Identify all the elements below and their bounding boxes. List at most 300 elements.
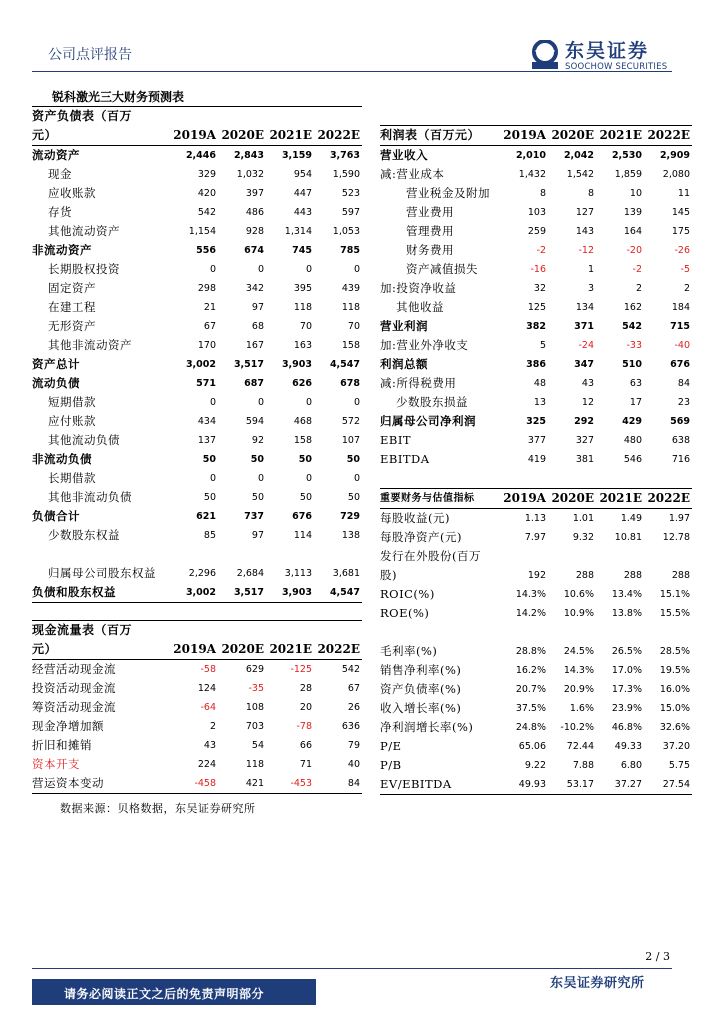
row-label: 存货 [48,205,72,219]
row-value: 0 [257,397,264,408]
spacer-cell [32,545,170,564]
year-header: 2022E [314,126,362,146]
logo-chinese-name: 东吴证券 [565,40,650,62]
row-value: 571 [196,378,216,389]
row-value: 8 [539,187,546,199]
row-label: 营业收入 [380,147,428,162]
row-value: 85 [203,530,216,541]
table-row [32,736,362,755]
row-value: 50 [251,492,264,503]
row-value: 139 [623,206,642,218]
row-value: 0 [305,473,312,484]
row-value: 0 [353,473,360,484]
spacer-cell [218,545,266,564]
row-value: 0 [209,473,216,484]
row-value: 2,843 [233,150,264,161]
row-value: 13.4% [611,589,642,600]
row-value: -20 [626,244,642,256]
row-value: 16.0% [659,684,690,695]
row-value: 2,296 [188,568,216,579]
row-label: 财务费用 [406,242,454,257]
row-value: 556 [196,245,216,256]
table-row [380,165,692,184]
row-value: 63 [629,377,642,389]
row-value: 2 [209,721,216,732]
row-value: 175 [671,225,690,237]
spacer-cell [644,623,692,642]
table-row [380,203,692,222]
header-spacer [266,107,314,127]
row-value: 66 [299,740,312,751]
row-label: 每股收益(元) [380,511,450,525]
row-value: 37.5% [515,703,546,714]
row-value: 429 [622,415,642,427]
table-title: 元） [32,126,170,146]
row-value: 23 [677,396,690,408]
row-label: 资产总计 [32,357,80,371]
table-row [380,642,692,661]
row-value: 1,032 [236,169,264,180]
table-title: 利润表（百万元） [380,125,500,145]
year-header: 2020E [218,126,266,146]
table-row [32,336,362,355]
row-value: 386 [526,358,546,370]
row-value: 4,547 [329,359,360,370]
row-value: 6.80 [620,760,642,771]
row-value: 2,080 [662,168,690,180]
row-value: 17 [629,396,642,408]
row-value: 127 [575,206,594,218]
spacer-cell [596,623,644,642]
table-row [380,374,692,393]
table-title: 重要财务与估值指标 [380,489,500,509]
row-value: 434 [197,416,216,427]
row-label: 资产负债率(%) [380,682,462,696]
row-value: 7.97 [524,532,546,543]
data-source-note: 数据来源：贝格数据，东吴证券研究所 [60,802,256,815]
row-value: 162 [623,301,642,313]
row-value: 67 [347,683,360,694]
row-value: 17.0% [611,665,642,676]
row-label: 利润总额 [380,356,428,371]
row-label: 其他流动负债 [48,433,120,447]
table-title: 资产负债表（百万 [32,107,170,127]
row-value: 1,859 [614,168,642,180]
table-row [32,469,362,488]
table-row [380,260,692,279]
row-label: 长期股权投资 [48,262,120,276]
row-value: -458 [170,774,218,794]
year-header: 2021E [266,640,314,660]
row-label: 管理费用 [406,223,454,238]
row-value: 50 [298,454,312,465]
table-row [380,661,692,680]
row-value: 49.33 [614,741,642,752]
row-label: 现金 [48,167,72,181]
table-row [32,755,362,774]
row-label: 股) [380,568,397,582]
row-value: 125 [527,301,546,313]
row-value: 9.22 [524,760,546,771]
row-value: 687 [244,378,264,389]
header-divider [32,71,672,72]
row-value: 0 [257,473,264,484]
row-value [548,547,596,566]
row-value: 377 [527,434,546,446]
row-value: 10.81 [614,532,642,543]
row-label: 营业利润 [380,318,428,333]
row-value: 32.6% [659,722,690,733]
table-row [380,450,692,469]
spacer-cell [548,106,596,125]
row-label: 投资活动现金流 [32,681,116,695]
row-value: 0 [353,264,360,275]
row-value: 347 [574,358,594,370]
row-label: 净利润增长率(%) [380,720,474,734]
table-row [380,509,692,529]
row-value: 15.0% [659,703,690,714]
row-value: 928 [245,226,264,237]
footer-divider [32,968,672,969]
row-label: 折旧和摊销 [32,738,92,752]
row-value: 68 [251,321,264,332]
row-value: 13 [533,396,546,408]
row-label: 销售净利率(%) [380,663,462,677]
row-value: 50 [346,454,360,465]
table-header-row [32,107,362,127]
row-value: 17.3% [611,684,642,695]
row-value: 9.32 [572,532,594,543]
table-row [380,756,692,775]
row-label: 少数股东损益 [396,394,468,409]
row-value: 597 [341,207,360,218]
spacer-cell [500,106,548,125]
disclaimer-note: 请务必阅读正文之后的免责声明部分 [64,987,265,1001]
row-value: 92 [251,435,264,446]
row-value: 0 [305,264,312,275]
table-row [32,412,362,431]
row-value: -12 [578,244,594,256]
spacer-row [32,545,362,564]
row-value [596,547,644,566]
table-row [380,241,692,260]
row-label: 应收账款 [48,186,96,200]
row-value: 542 [197,207,216,218]
row-value: 118 [341,302,360,313]
table-row [380,699,692,718]
row-label: 无形资产 [48,319,96,333]
table-row [380,566,692,585]
row-label: 发行在外股份(百万 [380,549,481,563]
header-spacer [170,107,218,127]
row-value: 716 [671,453,690,465]
table-row [380,184,692,203]
row-value: 26.5% [611,646,642,657]
spacer-row [380,106,692,125]
spacer-cell [380,106,500,125]
row-value: 2,909 [659,149,690,161]
row-value: 224 [197,759,216,770]
row-label: 加:营业外净收支 [380,337,469,352]
row-value: 5.75 [668,760,690,771]
row-value: 1.01 [572,513,594,524]
row-value: 67 [203,321,216,332]
row-value: 13.8% [611,608,642,619]
table-row [380,145,692,165]
row-label: 每股净资产(元) [380,530,462,544]
row-value: 54 [251,740,264,751]
row-value: 138 [341,530,360,541]
table-row [32,679,362,698]
table-row [380,737,692,756]
row-value: 192 [527,570,546,581]
row-value: 145 [671,206,690,218]
year-header: 2019A [500,125,548,145]
row-value: 542 [622,320,642,332]
row-value: 134 [575,301,594,313]
row-value: 50 [202,454,216,465]
row-value: 28.5% [659,646,690,657]
table-row [32,698,362,717]
row-value: 27.54 [644,775,692,795]
row-value: 1,314 [284,226,312,237]
row-value: -10.2% [560,722,594,733]
table-row [32,507,362,526]
row-value: 371 [574,320,594,332]
row-value: 0 [209,264,216,275]
row-value: 72.44 [566,741,594,752]
header-spacer [218,621,266,641]
row-value: -2 [536,244,546,256]
row-value: 327 [575,434,594,446]
row-label: ROE(%) [380,606,430,620]
row-value: 1 [587,263,594,275]
row-label: 筹资活动现金流 [32,700,116,714]
header-spacer [266,621,314,641]
row-label: 归属母公司股东权益 [48,566,156,580]
row-value: 486 [245,207,264,218]
table-row [380,298,692,317]
row-value: 28 [299,683,312,694]
row-value: 1.13 [524,513,546,524]
row-value: 84 [314,774,362,794]
table-row [32,146,362,166]
year-header: 2022E [644,125,692,145]
logo-english-name: SOOCHOW SECURITIES [565,62,668,72]
row-label: 应付账款 [48,414,96,428]
table-row [32,203,362,222]
spacer-cell [314,545,362,564]
row-value: 14.3% [563,665,594,676]
row-value: 14.3% [515,589,546,600]
row-value: 395 [293,283,312,294]
row-value: 15.1% [659,589,690,600]
row-value: 158 [293,435,312,446]
row-value: 443 [293,207,312,218]
table-row [380,412,692,431]
row-label: 流动资产 [32,148,80,162]
row-value: 50 [299,492,312,503]
row-value: 49.93 [500,775,548,795]
row-value: 37.27 [596,775,644,795]
spacer-cell [596,106,644,125]
table-row [380,585,692,604]
row-value: 3,159 [281,150,312,161]
row-label: 少数股东权益 [48,528,120,542]
row-value: 1,053 [332,226,360,237]
cash-flow-table [32,620,362,794]
row-value: 50 [203,492,216,503]
table-row [380,336,692,355]
table-row [32,355,362,374]
table-row [380,547,692,566]
table-row [32,450,362,469]
row-value: 103 [527,206,546,218]
row-value: 124 [197,683,216,694]
row-value: 70 [299,321,312,332]
row-value [644,547,692,566]
table-row [32,279,362,298]
row-value: 325 [526,415,546,427]
row-value: 729 [340,511,360,522]
row-value: 71 [299,759,312,770]
row-value: 2,010 [515,149,546,161]
row-value: 11 [677,187,690,199]
row-value: 419 [527,453,546,465]
row-value: 118 [245,759,264,770]
row-label: 其他非流动负债 [48,490,132,504]
row-value: 0 [257,264,264,275]
table-row [380,393,692,412]
row-value: 329 [197,169,216,180]
row-value: 53.17 [548,775,596,795]
row-value: 12.78 [662,532,690,543]
row-value: 288 [671,570,690,581]
row-value: 676 [292,511,312,522]
spacer-cell [380,623,500,642]
table-row [32,526,362,545]
row-value: 2,530 [611,149,642,161]
row-value: 84 [677,377,690,389]
row-value: 785 [340,245,360,256]
row-label: 负债和股东权益 [32,583,170,603]
table-header-row [32,126,362,146]
table-row [380,431,692,450]
row-value: 954 [293,169,312,180]
row-value: 24.8% [515,722,546,733]
row-value: 8 [587,187,594,199]
row-value: -26 [674,244,690,256]
row-value: 3,113 [284,568,312,579]
row-label: 毛利率(%) [380,644,438,658]
year-header: 2022E [644,489,692,509]
row-value: 678 [340,378,360,389]
spacer-row [380,623,692,642]
row-value: -58 [200,664,216,675]
row-value: 1.97 [668,513,690,524]
year-header: 2020E [218,640,266,660]
year-header: 2022E [314,640,362,660]
row-value: 65.06 [518,741,546,752]
row-label: ROIC(%) [380,587,435,601]
row-value: 626 [292,378,312,389]
row-value: 3,681 [332,568,360,579]
row-value: 97 [251,530,264,541]
year-header: 2021E [266,126,314,146]
row-label: 其他收益 [396,299,444,314]
spacer-cell [266,545,314,564]
row-value: 24.5% [563,646,594,657]
row-value: 143 [575,225,594,237]
row-value: -453 [266,774,314,794]
table-row [32,393,362,412]
row-value: 2,446 [185,150,216,161]
row-value: 1.49 [620,513,642,524]
row-value: 50 [347,492,360,503]
table-row [380,355,692,374]
row-value: 1.6% [569,703,594,714]
row-value: -24 [578,339,594,351]
row-value: 1,542 [566,168,594,180]
row-label: 短期借款 [48,395,96,409]
row-value: 621 [196,511,216,522]
table-row [380,222,692,241]
table-row [380,775,692,795]
row-value: 636 [341,721,360,732]
row-value: 7.88 [572,760,594,771]
spacer-cell [644,106,692,125]
row-value: 4,547 [314,583,362,603]
year-header: 2020E [548,125,596,145]
row-label: EBIT [380,432,412,447]
row-value: 468 [293,416,312,427]
row-label: 归属母公司净利润 [380,413,476,428]
table-row [32,184,362,203]
table-row [32,260,362,279]
table-row [32,431,362,450]
institute-name: 东吴证券研究所 [550,976,645,991]
row-value: 572 [341,416,360,427]
row-value: 20 [299,702,312,713]
row-value: 164 [623,225,642,237]
row-value: 3,517 [233,359,264,370]
table-row [380,718,692,737]
row-value: 3,002 [170,583,218,603]
page-number: 2 / 3 [645,950,670,963]
row-value: 510 [622,358,642,370]
row-value: 523 [341,188,360,199]
row-value: 0 [353,397,360,408]
row-value: 20.7% [515,684,546,695]
row-value: 23.9% [611,703,642,714]
row-value: 5 [539,339,546,351]
row-value: 439 [341,283,360,294]
table-header-row [380,125,692,145]
table-row [380,680,692,699]
row-label: 营运资本变动 [32,774,170,794]
row-value: 629 [245,664,264,675]
row-value: 2 [683,282,690,294]
row-value: 480 [623,434,642,446]
row-value: 20.9% [563,684,594,695]
table-row [380,528,692,547]
row-value: 569 [670,415,690,427]
row-value: 1,432 [518,168,546,180]
spacer-cell [170,545,218,564]
row-value: 43 [581,377,594,389]
row-value: 745 [292,245,312,256]
row-value: 594 [245,416,264,427]
